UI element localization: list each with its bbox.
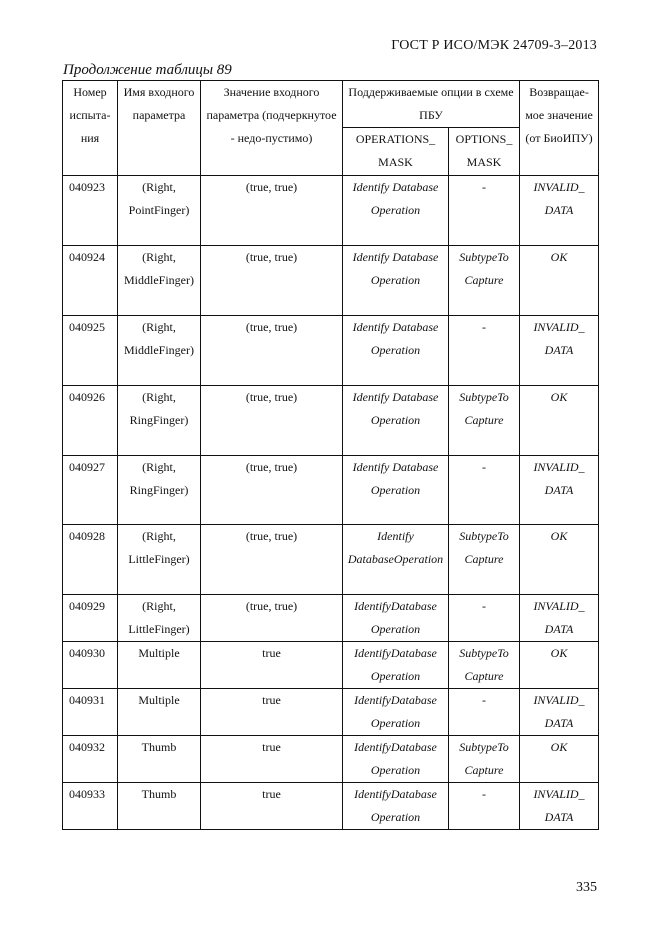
table-row: [63, 736, 599, 783]
cell-return-value: OK: [520, 246, 599, 316]
cell-param-value: true: [201, 736, 343, 783]
table-body: [63, 176, 599, 830]
cell-param-name: Multiple: [118, 689, 201, 736]
cell-test-number: 040923: [63, 176, 118, 246]
standard-header: ГОСТ Р ИСО/МЭК 24709-3–2013: [391, 38, 597, 53]
cell-param-value: true: [201, 689, 343, 736]
cell-options-mask: SubtypeTo Capture: [449, 246, 520, 316]
cell-param-value: (true, true): [201, 456, 343, 525]
cell-return-value: INVALID_ DATA: [520, 176, 599, 246]
table-row: [63, 595, 599, 642]
table-row: [63, 246, 599, 316]
cell-test-number: 040930: [63, 642, 118, 689]
cell-test-number: 040933: [63, 783, 118, 830]
cell-options-mask: -: [449, 783, 520, 830]
cell-options-mask: SubtypeTo Capture: [449, 525, 520, 595]
cell-param-value: (true, true): [201, 316, 343, 386]
header-supported-options: Поддерживаемые опции в схеме ПБУ: [343, 81, 520, 128]
cell-param-value: (true, true): [201, 246, 343, 316]
cell-operations-mask: Identify Database Operation: [343, 176, 449, 246]
table-row: [63, 783, 599, 830]
cell-return-value: OK: [520, 525, 599, 595]
cell-param-name: (Right, RingFinger): [118, 386, 201, 456]
table-row: [63, 386, 599, 456]
table-row: [63, 642, 599, 689]
table-caption: Продолжение таблицы 89: [63, 62, 232, 78]
cell-operations-mask: IdentifyDatabase Operation: [343, 783, 449, 830]
cell-param-value: (true, true): [201, 595, 343, 642]
cell-options-mask: -: [449, 689, 520, 736]
cell-return-value: OK: [520, 736, 599, 783]
cell-param-name: (Right, LittleFinger): [118, 525, 201, 595]
cell-param-name: (Right, LittleFinger): [118, 595, 201, 642]
header-param-name: Имя входного параметра: [118, 81, 201, 176]
table-row: [63, 525, 599, 595]
cell-param-value: true: [201, 642, 343, 689]
cell-param-name: Thumb: [118, 736, 201, 783]
cell-test-number: 040925: [63, 316, 118, 386]
cell-test-number: 040929: [63, 595, 118, 642]
cell-operations-mask: Identify Database Operation: [343, 456, 449, 525]
header-options-mask: OPTIONS_ MASK: [449, 128, 520, 176]
cell-return-value: INVALID_ DATA: [520, 595, 599, 642]
cell-options-mask: SubtypeTo Capture: [449, 386, 520, 456]
cell-options-mask: -: [449, 595, 520, 642]
header-operations-mask: OPERATIONS_ MASK: [343, 128, 449, 176]
cell-test-number: 040931: [63, 689, 118, 736]
table-row: [63, 316, 599, 386]
cell-operations-mask: IdentifyDatabase Operation: [343, 642, 449, 689]
cell-test-number: 040928: [63, 525, 118, 595]
cell-return-value: INVALID_ DATA: [520, 456, 599, 525]
cell-options-mask: -: [449, 456, 520, 525]
cell-param-value: (true, true): [201, 176, 343, 246]
cell-param-name: (Right, RingFinger): [118, 456, 201, 525]
cell-param-name: (Right, PointFinger): [118, 176, 201, 246]
cell-test-number: 040932: [63, 736, 118, 783]
cell-return-value: INVALID_ DATA: [520, 316, 599, 386]
cell-return-value: INVALID_ DATA: [520, 783, 599, 830]
cell-param-name: Thumb: [118, 783, 201, 830]
cell-return-value: INVALID_ DATA: [520, 689, 599, 736]
cell-test-number: 040926: [63, 386, 118, 456]
cell-param-name: (Right, MiddleFinger): [118, 316, 201, 386]
table-row: [63, 176, 599, 246]
cell-operations-mask: Identify Database Operation: [343, 316, 449, 386]
cell-operations-mask: Identify Database Operation: [343, 386, 449, 456]
cell-return-value: OK: [520, 386, 599, 456]
cell-operations-mask: IdentifyDatabase Operation: [343, 689, 449, 736]
test-table: [62, 80, 599, 830]
cell-param-name: Multiple: [118, 642, 201, 689]
cell-param-name: (Right, MiddleFinger): [118, 246, 201, 316]
cell-param-value: true: [201, 783, 343, 830]
header-param-value: Значение входного параметра (подчеркнутое - недо-пустимо): [201, 81, 343, 176]
cell-return-value: OK: [520, 642, 599, 689]
cell-options-mask: SubtypeTo Capture: [449, 736, 520, 783]
cell-operations-mask: Identify DatabaseOperation: [343, 525, 449, 595]
cell-options-mask: -: [449, 316, 520, 386]
page-number: 335: [576, 880, 597, 895]
cell-options-mask: -: [449, 176, 520, 246]
table-row: [63, 456, 599, 525]
table-row: [63, 689, 599, 736]
cell-options-mask: SubtypeTo Capture: [449, 642, 520, 689]
header-return-value: Возвращае-мое значение (от БиоИПУ): [520, 81, 599, 176]
cell-test-number: 040927: [63, 456, 118, 525]
header-test-number: Номер испыта-ния: [63, 81, 118, 176]
cell-test-number: 040924: [63, 246, 118, 316]
cell-param-value: (true, true): [201, 386, 343, 456]
cell-operations-mask: IdentifyDatabase Operation: [343, 595, 449, 642]
cell-param-value: (true, true): [201, 525, 343, 595]
cell-operations-mask: Identify Database Operation: [343, 246, 449, 316]
cell-operations-mask: IdentifyDatabase Operation: [343, 736, 449, 783]
